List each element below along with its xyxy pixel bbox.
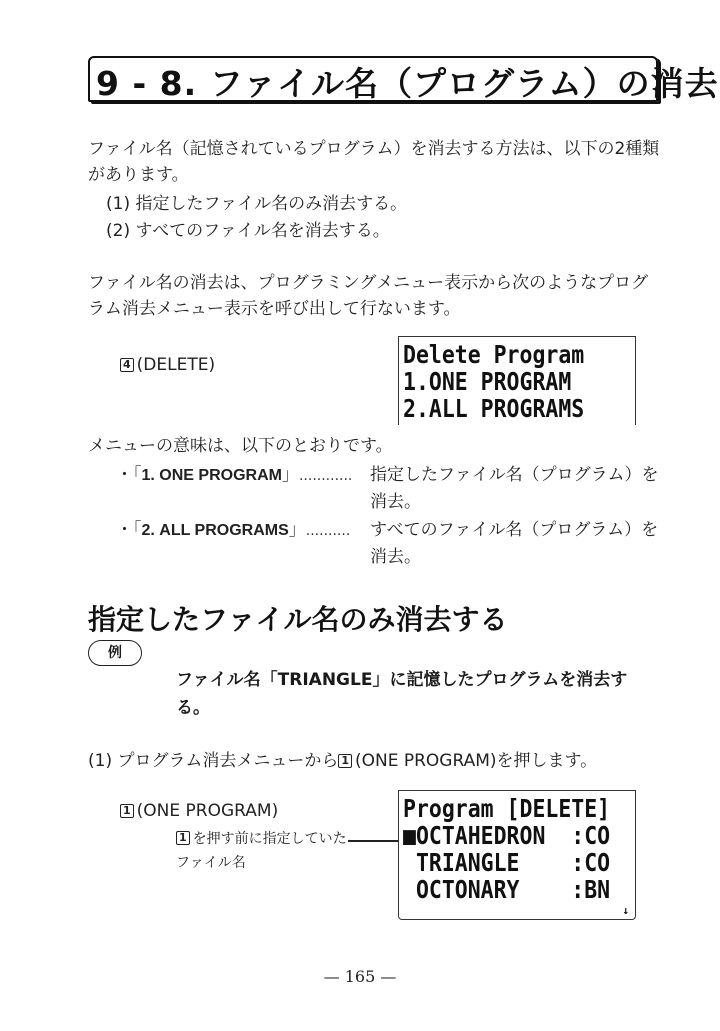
meaning-item-1-close: 」	[281, 465, 299, 485]
meaning-item-2-close: 」	[288, 520, 306, 540]
menu-intro-line-2: ラム消去メニュー表示を呼び出して行ないます。	[88, 299, 461, 319]
menu-intro-line-1: ファイル名の消去は、プログラミングメニュー表示から次のようなプログ	[88, 273, 649, 293]
meaning-item-2-bullet: ・「	[116, 520, 142, 540]
lcd-delete-menu	[398, 336, 636, 425]
meaning-item-1-bullet: ・「	[116, 465, 142, 485]
meaning-item-1	[116, 462, 352, 489]
step-1-note-1: を押す前に指定していた	[192, 831, 347, 847]
pointer-line	[348, 840, 398, 842]
example-line-2: る。	[176, 698, 210, 718]
example-line-1: ファイル名「TRIANGLE」に記憶したプログラムを消去す	[176, 670, 628, 690]
key-4-icon: 4	[120, 358, 134, 372]
meaning-item-2-desc-2: 消去。	[370, 547, 421, 567]
key-1-icon: 1	[338, 754, 352, 768]
meaning-item-2	[116, 517, 350, 544]
meaning-item-1-desc-1: 指定したファイル名（プログラム）を	[370, 465, 659, 485]
lcd-program-line-1: Program [DELETE]	[403, 794, 611, 823]
lcd-program-line-2: ■OCTAHEDRON :CO	[403, 821, 611, 850]
step-1-note-2: ファイル名	[176, 855, 246, 871]
step-1-prefix: (1) プログラム消去メニューから	[88, 751, 339, 771]
lcd-delete-line-1: Delete Program	[403, 340, 585, 369]
meaning-item-1-name: 1. ONE PROGRAM	[141, 467, 282, 484]
subsection-title: 指定したファイル名のみ消去する	[88, 603, 508, 636]
page-number: — 165 —	[323, 967, 397, 986]
intro-line-2: があります。	[88, 165, 189, 185]
meaning-item-1-dots: ............	[298, 468, 353, 484]
section-title: 9 - 8. ファイル名（プログラム）の消去	[96, 64, 719, 103]
lcd-program-line-3: TRIANGLE :CO	[403, 848, 611, 877]
key-step-delete	[120, 352, 215, 378]
key-1-note-icon: 1	[176, 831, 190, 845]
key-step-label: (DELETE)	[136, 355, 216, 375]
intro-line-1: ファイル名（記憶されているプログラム）を消去する方法は、以下の2種類	[88, 139, 660, 159]
step-1-note	[176, 828, 347, 850]
meaning-item-2-name: 2. ALL PROGRAMS	[141, 522, 289, 539]
meaning-intro: メニューの意味は、以下のとおりです。	[88, 436, 393, 456]
meaning-item-2-desc-1: すべてのファイル名（プログラム）を	[370, 520, 659, 540]
step-1	[88, 748, 597, 774]
meaning-item-1-desc-2: 消去。	[370, 492, 421, 512]
lcd-delete-line-3: 2.ALL PROGRAMS	[403, 394, 585, 423]
lcd-program-line-4: OCTONARY :BN	[403, 875, 611, 904]
scroll-down-arrow-icon: ↓	[622, 904, 629, 917]
intro-option-1: (1) 指定したファイル名のみ消去する。	[106, 194, 408, 214]
step-1-detail	[120, 798, 278, 824]
step-1-suffix: (ONE PROGRAM)を押します。	[354, 751, 598, 771]
example-badge: 例	[88, 640, 142, 666]
step-1-detail-label: (ONE PROGRAM)	[136, 801, 279, 821]
lcd-program-delete	[398, 790, 636, 920]
lcd-delete-line-2: 1.ONE PROGRAM	[403, 367, 572, 396]
intro-option-2: (2) すべてのファイル名を消去する。	[106, 221, 390, 241]
key-1-detail-icon: 1	[120, 804, 134, 818]
meaning-item-2-dots: ..........	[305, 523, 351, 539]
